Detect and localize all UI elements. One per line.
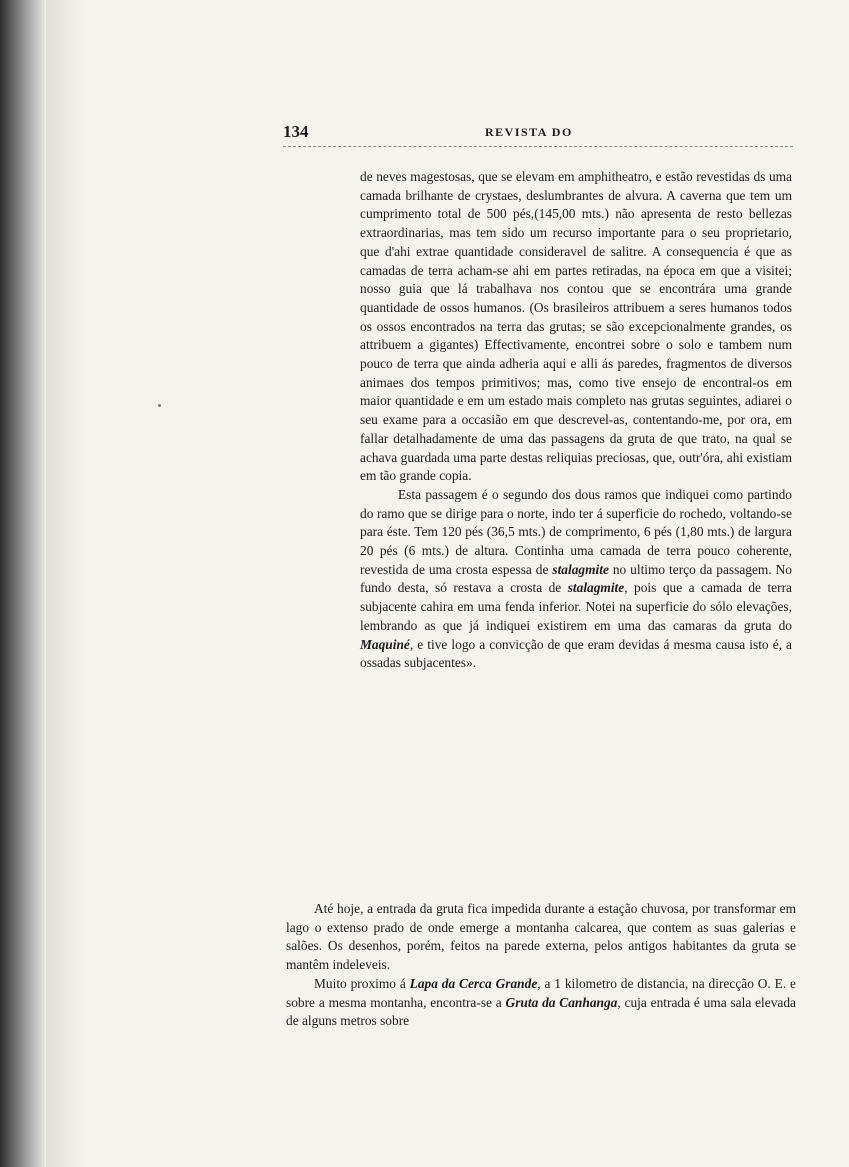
scan-speck xyxy=(158,404,161,407)
stalagmite-term: stalagmite xyxy=(552,561,609,577)
stalagmite-term: stalagmite xyxy=(567,580,625,596)
paragraph-2-text: , pois que a camada de terra subjacente cahira em uma fenda inferior. Notei na superficie do sólo elevações, lembrando as que já indiquei existirem em uma das camaras da gruta do xyxy=(360,580,792,633)
paragraph-4 xyxy=(286,975,796,1031)
paragraph-4-text: , cuja entrada é uma sala elevada de alguns metros sobre xyxy=(286,994,796,1029)
running-head: REVISTA DO xyxy=(485,125,573,139)
paragraph-2-text: no ultimo terço da passagem. No fundo desta, só restava a crosta de xyxy=(360,561,792,596)
page-header xyxy=(283,122,793,146)
paragraph-4-text: Muito proximo á xyxy=(314,975,410,991)
paragraph-1: de neves magestosas, que se elevam em amphitheatro, e estão revestidas ds uma camada brilhante de crystaes, deslumbrantes de alvura. A caverna que tem um cumprimento total de 500 pés,(145,00 mts.) não apresenta de resto bellezas extraordinarias, mas tem sido um recurso importante para o seu proprietario, que d'ahi extrae quantidade consideravel de salitre. A consequencia é que as camadas de terra acham-se ahi em partes retiradas, na época em que a visitei; nosso guia que lá trabalhava nos contou que se encontrára uma grande quantidade de ossos humanos. (Os brasileiros attribuem a seres humanos todos os ossos encontrados na terra das grutas; se são excepcionalmente grandes, os attribuem a gigantes) Effectivamente, encontrei sobre o solo e tambem num pouco de terra que ainda adheria aqui e alli ás paredes, fragmentos de diversos animaes dos tempos primitivos; mas, como tive ensejo de encontral-os em maior quantidade e em um estado mais completo nas grutas seguintes, adiarei o seu exame para a occasião em que descrevel-as, contentando-me, por ora, em fallar detalhadamente de uma das passagens da gruta de que trato, na qual se achava guardada uma parte destas reliquias preciosas, que, outr'óra, ahi existiam em tão grande copia. xyxy=(360,169,792,484)
paragraph-2-text: , e tive logo a convicção de que eram devidas á mesma causa isto é, a ossadas subjacentes». xyxy=(360,636,792,671)
narrow-text-column xyxy=(360,168,792,673)
maquine-term: Maquiné xyxy=(360,636,410,652)
page-binding-edge xyxy=(0,0,46,1167)
paragraph-2 xyxy=(360,486,792,673)
paragraph-4-text: , a 1 kilometro de distancia, na direcção O. E. e sobre a mesma montanha, encontra-se a xyxy=(286,975,796,1010)
wide-text-column xyxy=(286,900,796,1031)
paragraph-3: Até hoje, a entrada da gruta fica impedida durante a estação chuvosa, por transformar em lago o extenso prado de onde emerge a montanha calcarea, que contem as suas galerias e salões. Os desenhos, porém, feitos na parede externa, pelos antigos habitantes da gruta se mantêm indeleveis. xyxy=(286,901,796,973)
page-shadow xyxy=(46,0,86,1167)
gruta-canhanga-term: Gruta da Canhanga xyxy=(505,994,618,1010)
page-number: 134 xyxy=(283,122,309,141)
paragraph-2-text: Esta passagem é o segundo dos dous ramos que indiquei como partindo do ramo que se dirige para o norte, indo ter á superficie do rochedo, voltando-se para éste. Tem 120 pés (36,5 mts.) de comprimento, 6 pés (1,80 mts.) de largura 20 pés (6 mts.) de altura. Continha uma camada de terra pouco coherente, revestida de uma crosta espessa de xyxy=(360,486,792,577)
header-rule xyxy=(283,146,793,147)
lapa-cerca-term: Lapa da Cerca Grande xyxy=(409,975,538,991)
